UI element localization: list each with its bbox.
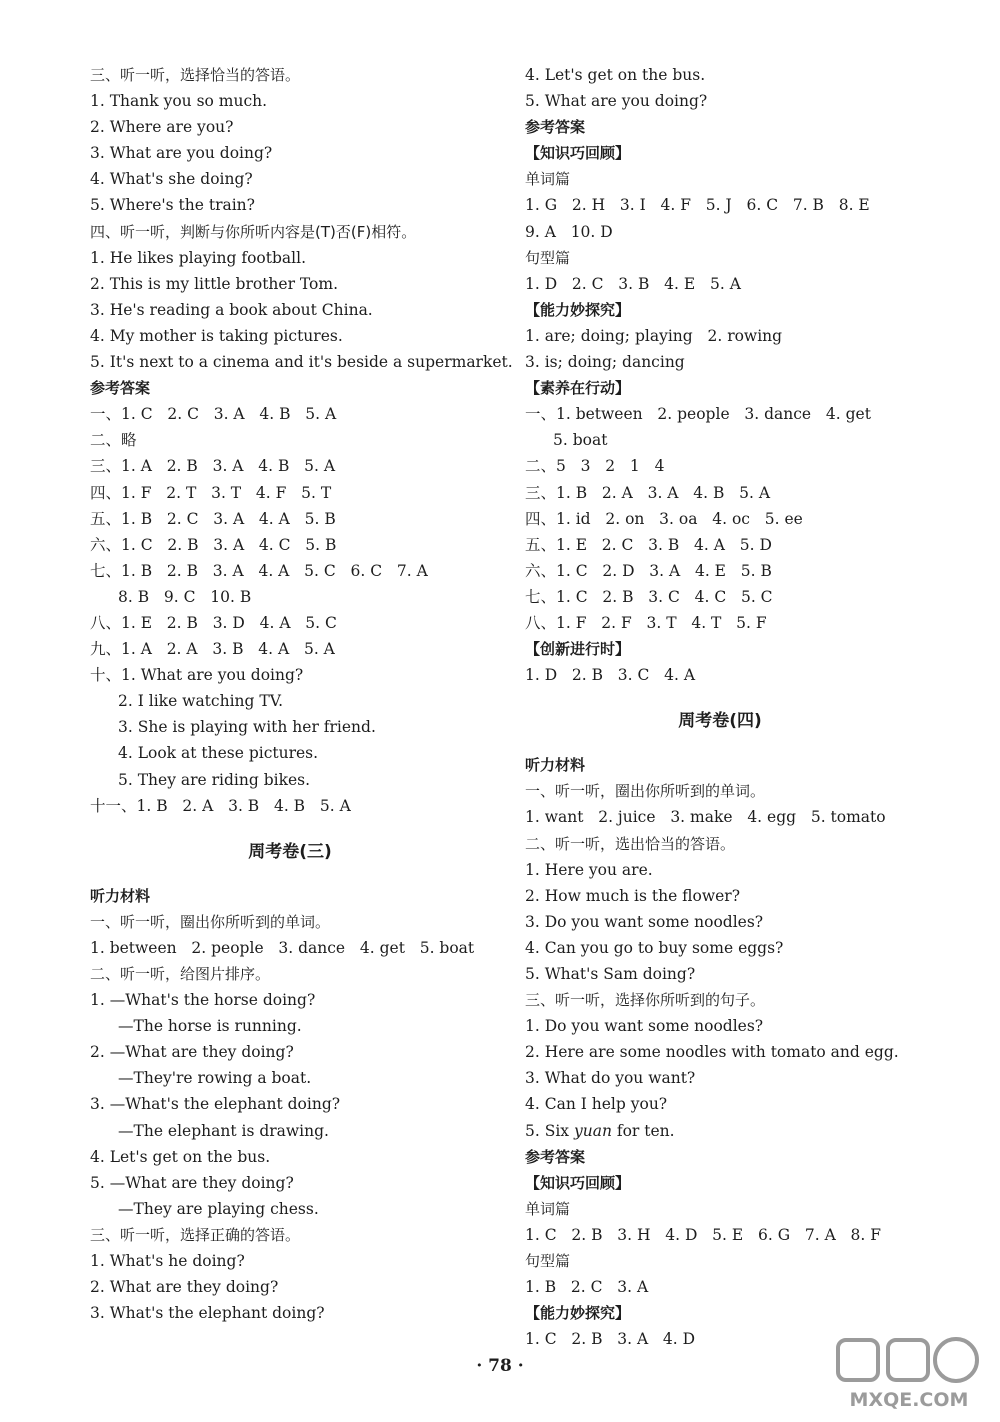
section-heading: 【知识巧回顾】 <box>525 144 631 163</box>
section-heading: 听力材料 <box>90 886 151 905</box>
section-title: 周考卷(三) <box>248 841 332 862</box>
section-heading: 参考答案 <box>525 1147 586 1166</box>
text-line: 1. What's he doing? <box>90 1252 245 1271</box>
text-line: 二、听一听，选出恰当的答语。 <box>525 834 736 853</box>
text-line: —The horse is running. <box>118 1017 302 1036</box>
text-line: 1. Here you are. <box>525 860 653 879</box>
text-line: 1. are; doing; playing 2. rowing <box>525 326 783 345</box>
text-line: 2. This is my little brother Tom. <box>90 274 338 293</box>
text-line: 3. Do you want some noodles? <box>525 912 764 931</box>
text-line: 1. between 2. people 3. dance 4. get 5. boat <box>90 938 475 957</box>
text-line: 七、1. B 2. B 3. A 4. A 5. C 6. C 7. A <box>90 561 428 580</box>
section-heading: 【能力妙探究】 <box>525 300 631 319</box>
text-line: 2. Here are some noodles with tomato and egg. <box>525 1043 899 1062</box>
text-line: 3. What's the elephant doing? <box>90 1304 325 1323</box>
svg-text:MXQE.COM: MXQE.COM <box>849 1389 969 1411</box>
text-line: 5. —What are they doing? <box>90 1173 294 1192</box>
text-line: 5. Six yuan for ten. <box>525 1121 675 1140</box>
text-line: 一、1. between 2. people 3. dance 4. get <box>525 405 871 424</box>
text-line: 八、1. F 2. F 3. T 4. T 5. F <box>525 613 767 632</box>
text-line: 1. B 2. C 3. A <box>525 1278 649 1297</box>
text-line: 三、听一听，选择你所听到的句子。 <box>525 991 766 1010</box>
text-line: 一、听一听，圈出你所听到的单词。 <box>525 782 766 801</box>
text-line: 二、略 <box>90 431 137 450</box>
section-title: 周考卷(四) <box>678 711 762 732</box>
text-line: 2. —What are they doing? <box>90 1043 294 1062</box>
text-line: 一、听一听，圈出你所听到的单词。 <box>90 912 331 931</box>
section-heading: 【素养在行动】 <box>525 379 631 398</box>
text-line: —They are playing chess. <box>118 1199 319 1218</box>
text-line: 1. D 2. C 3. B 4. E 5. A <box>525 274 741 293</box>
text-line: 5. They are riding bikes. <box>118 770 311 789</box>
left-column <box>90 62 513 1326</box>
text-line: 5. boat <box>553 431 608 450</box>
watermark-logo <box>834 1334 984 1414</box>
text-line: 三、1. A 2. B 3. A 4. B 5. A <box>90 457 336 476</box>
text-line: 1. D 2. B 3. C 4. A <box>525 666 696 685</box>
text-line: 2. I like watching TV. <box>118 692 284 711</box>
text-line: 二、听一听，给图片排序。 <box>90 965 271 983</box>
text-line: 9. A 10. D <box>525 222 613 241</box>
section-heading: 【创新进行时】 <box>525 640 631 659</box>
text-line: 8. B 9. C 10. B <box>118 587 252 606</box>
text-line: 4. Can I help you? <box>525 1095 668 1114</box>
text-line: 单词篇 <box>525 170 571 189</box>
text-line: 四、1. id 2. on 3. oa 4. oc 5. ee <box>525 509 803 528</box>
text-line: 1. G 2. H 3. I 4. F 5. J 6. C 7. B 8. E <box>525 196 870 215</box>
text-line: 1. Do you want some noodles? <box>525 1017 764 1036</box>
text-line: 五、1. B 2. C 3. A 4. A 5. B <box>90 509 336 528</box>
text-line: 八、1. E 2. B 3. D 4. A 5. C <box>90 613 337 632</box>
text-line: 4. Let's get on the bus. <box>90 1147 271 1166</box>
text-line: —They're rowing a boat. <box>118 1069 312 1088</box>
text-line: 四、1. F 2. T 3. T 4. F 5. T <box>90 483 332 502</box>
text-line: 2. What are they doing? <box>90 1278 279 1297</box>
text-line: 3. What are you doing? <box>90 144 273 163</box>
text-line: 六、1. C 2. B 3. A 4. C 5. B <box>90 535 337 554</box>
text-line: 4. Let's get on the bus. <box>525 66 706 84</box>
text-line: 三、1. B 2. A 3. A 4. B 5. A <box>525 483 771 502</box>
text-line: 单词篇 <box>525 1199 571 1218</box>
section-heading: 【知识巧回顾】 <box>525 1173 631 1192</box>
text-line: 3. She is playing with her friend. <box>118 718 376 737</box>
text-line: 4. My mother is taking pictures. <box>90 326 343 345</box>
text-line: 七、1. C 2. B 3. C 4. C 5. C <box>525 587 773 606</box>
text-line: 1. C 2. B 3. A 4. D <box>525 1330 696 1349</box>
text-line: 5. What are you doing? <box>525 92 708 111</box>
text-line: 1. Thank you so much. <box>90 92 268 111</box>
text-line: 句型篇 <box>525 248 571 267</box>
text-line: 3. is; doing; dancing <box>525 353 685 372</box>
text-line: 六、1. C 2. D 3. A 4. E 5. B <box>525 561 772 580</box>
text-line: 3. What do you want? <box>525 1069 696 1088</box>
page-number: · 78 · <box>476 1356 524 1376</box>
section-heading: 参考答案 <box>525 118 586 137</box>
text-line: 五、1. E 2. C 3. B 4. A 5. D <box>525 535 772 554</box>
text-line: 3. —What's the elephant doing? <box>90 1095 341 1114</box>
text-line: 5. What's Sam doing? <box>525 965 696 983</box>
text-line: 十一、1. B 2. A 3. B 4. B 5. A <box>90 796 351 815</box>
text-line: 2. How much is the flower? <box>525 886 741 905</box>
text-line: 4. Look at these pictures. <box>118 744 319 763</box>
text-line: 1. —What's the horse doing? <box>90 991 316 1010</box>
text-line: —The elephant is drawing. <box>118 1121 329 1140</box>
text-line: 5. It's next to a cinema and it's beside a supermarket. <box>90 353 513 372</box>
text-line: 二、5 3 2 1 4 <box>525 457 665 476</box>
section-heading: 参考答案 <box>90 379 151 398</box>
section-heading: 【能力妙探究】 <box>525 1304 631 1323</box>
text-line: 九、1. A 2. A 3. B 4. A 5. A <box>90 640 335 659</box>
text-line: 5. Where's the train? <box>90 196 255 215</box>
text-line: 三、听一听，选择恰当的答语。 <box>90 66 301 84</box>
text-line: 十、1. What are you doing? <box>90 666 304 685</box>
text-line: 4. What's she doing? <box>90 170 253 189</box>
right-column <box>525 62 915 1352</box>
text-line: 3. He's reading a book about China. <box>90 300 373 319</box>
text-line: 一、1. C 2. C 3. A 4. B 5. A <box>90 405 337 424</box>
text-line: 句型篇 <box>525 1252 571 1271</box>
text-line: 1. want 2. juice 3. make 4. egg 5. tomato <box>525 808 886 827</box>
text-line: 1. He likes playing football. <box>90 248 306 267</box>
text-line: 2. Where are you? <box>90 118 234 137</box>
text-line: 1. C 2. B 3. H 4. D 5. E 6. G 7. A 8. F <box>525 1225 882 1244</box>
text-line: 三、听一听，选择正确的答语。 <box>90 1225 301 1244</box>
text-line: 四、听一听，判断与你所听内容是(T)否(F)相符。 <box>90 222 417 241</box>
section-heading: 听力材料 <box>525 756 586 775</box>
text-line: 4. Can you go to buy some eggs? <box>525 938 784 957</box>
